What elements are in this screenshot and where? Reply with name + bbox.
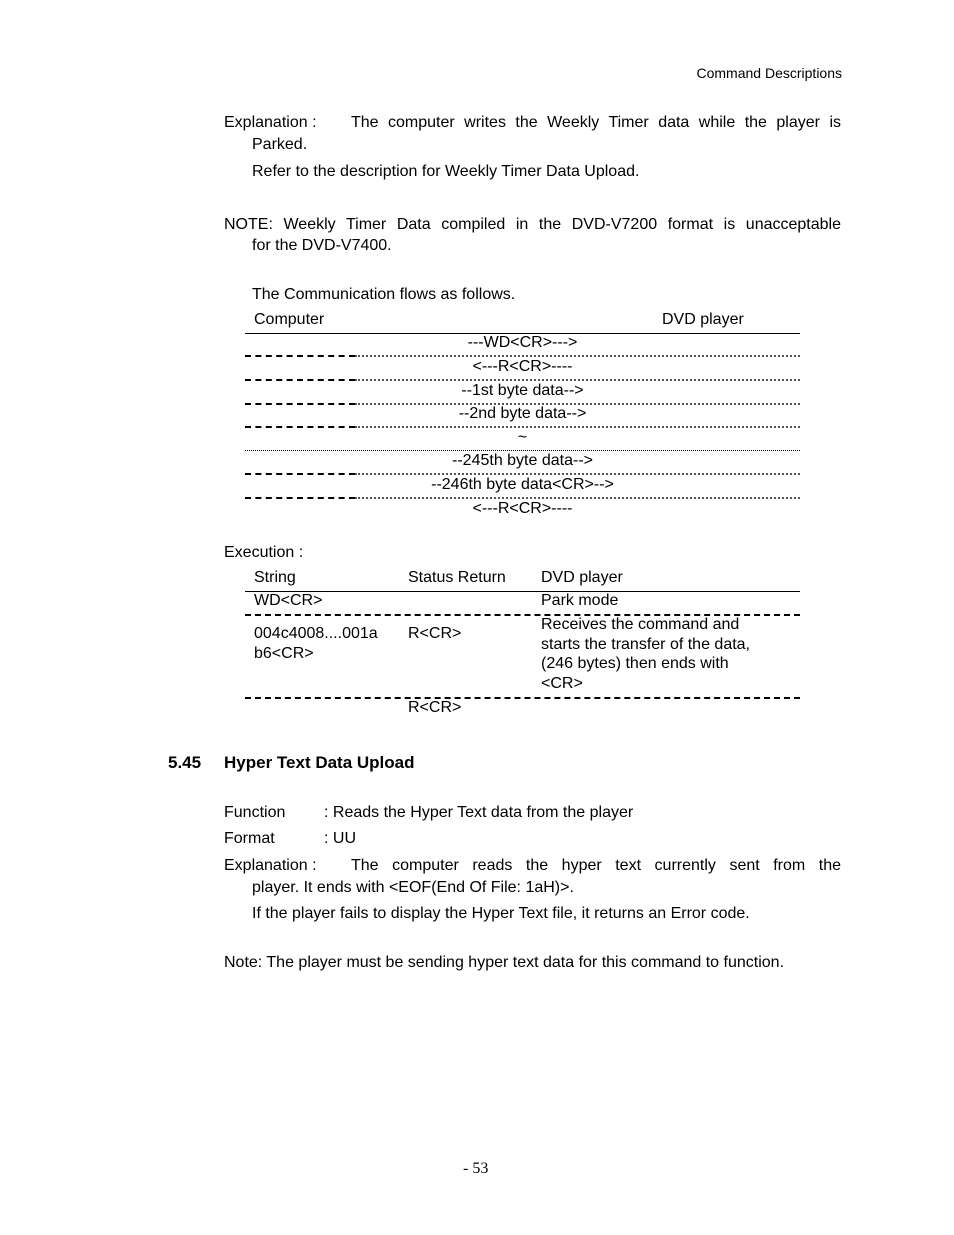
function-value: : Reads the Hyper Text data from the player: [324, 804, 634, 821]
note-line: for the DVD-V7400.: [252, 237, 392, 254]
exec-header-rule: [245, 591, 800, 592]
explanation-label: Explanation :: [224, 114, 317, 131]
flow-step: ---WD<CR>--->: [467, 334, 578, 351]
format-label: Format: [224, 830, 275, 847]
flow-step: --245th byte data-->: [452, 452, 593, 469]
refer-text: Refer to the description for Weekly Timer Data Upload.: [252, 163, 640, 180]
flow-step: <---R<CR>----: [472, 500, 573, 517]
page-header: Command Descriptions: [696, 65, 842, 81]
flow-step: <---R<CR>----: [472, 358, 573, 375]
exec-row-divider: [245, 697, 800, 699]
exec-row2-player: starts the transfer of the data,: [541, 636, 750, 653]
exec-row1-string: WD<CR>: [254, 592, 323, 609]
section-number: 5.45: [168, 753, 202, 772]
section-title: Hyper Text Data Upload: [224, 753, 415, 772]
explanation-line: The computer writes the Weekly Timer data while the player is: [351, 114, 841, 131]
exec-row2-status: R<CR>: [408, 625, 462, 642]
comm-col-dvd-player: DVD player: [662, 311, 744, 328]
function-label: Function: [224, 804, 286, 821]
exec-row1-player: Park mode: [541, 592, 619, 609]
explanation-line: Parked.: [252, 136, 308, 153]
exec-row2-string: b6<CR>: [254, 645, 314, 662]
communication-intro: The Communication flows as follows.: [252, 286, 516, 303]
exec-header-string: String: [254, 569, 296, 586]
exec-row3-status: R<CR>: [408, 699, 462, 716]
comm-col-computer: Computer: [254, 311, 325, 328]
exec-header-player: DVD player: [541, 569, 623, 586]
execution-label: Execution :: [224, 544, 304, 561]
exec-row2-player: <CR>: [541, 675, 583, 692]
exec-row2-player: Receives the command and: [541, 616, 740, 633]
flow-step: --1st byte data-->: [461, 382, 584, 399]
explanation-line: If the player fails to display the Hyper Text file, it returns an Error code.: [252, 905, 750, 922]
note-text: Note: The player must be sending hyper text data for this command to function.: [224, 954, 785, 971]
exec-header-status: Status Return: [408, 569, 506, 586]
format-value: : UU: [324, 830, 356, 847]
flow-step: --246th byte data<CR>-->: [431, 476, 614, 493]
exec-row2-string: 004c4008....001a: [254, 625, 378, 642]
explanation-label: Explanation :: [224, 857, 317, 874]
exec-row2-player: (246 bytes) then ends with: [541, 655, 729, 672]
flow-step: --2nd byte data-->: [458, 405, 587, 422]
flow-divider: [245, 450, 800, 451]
page-number: - 53: [463, 1160, 489, 1177]
flow-step: ~: [517, 429, 528, 446]
explanation-line: player. It ends with <EOF(End Of File: 1aH)>.: [252, 879, 574, 896]
note-line: NOTE: Weekly Timer Data compiled in the DVD-V7200 format is unacceptable: [224, 216, 841, 233]
explanation-line: The computer reads the hyper text currently sent from the: [351, 857, 841, 874]
